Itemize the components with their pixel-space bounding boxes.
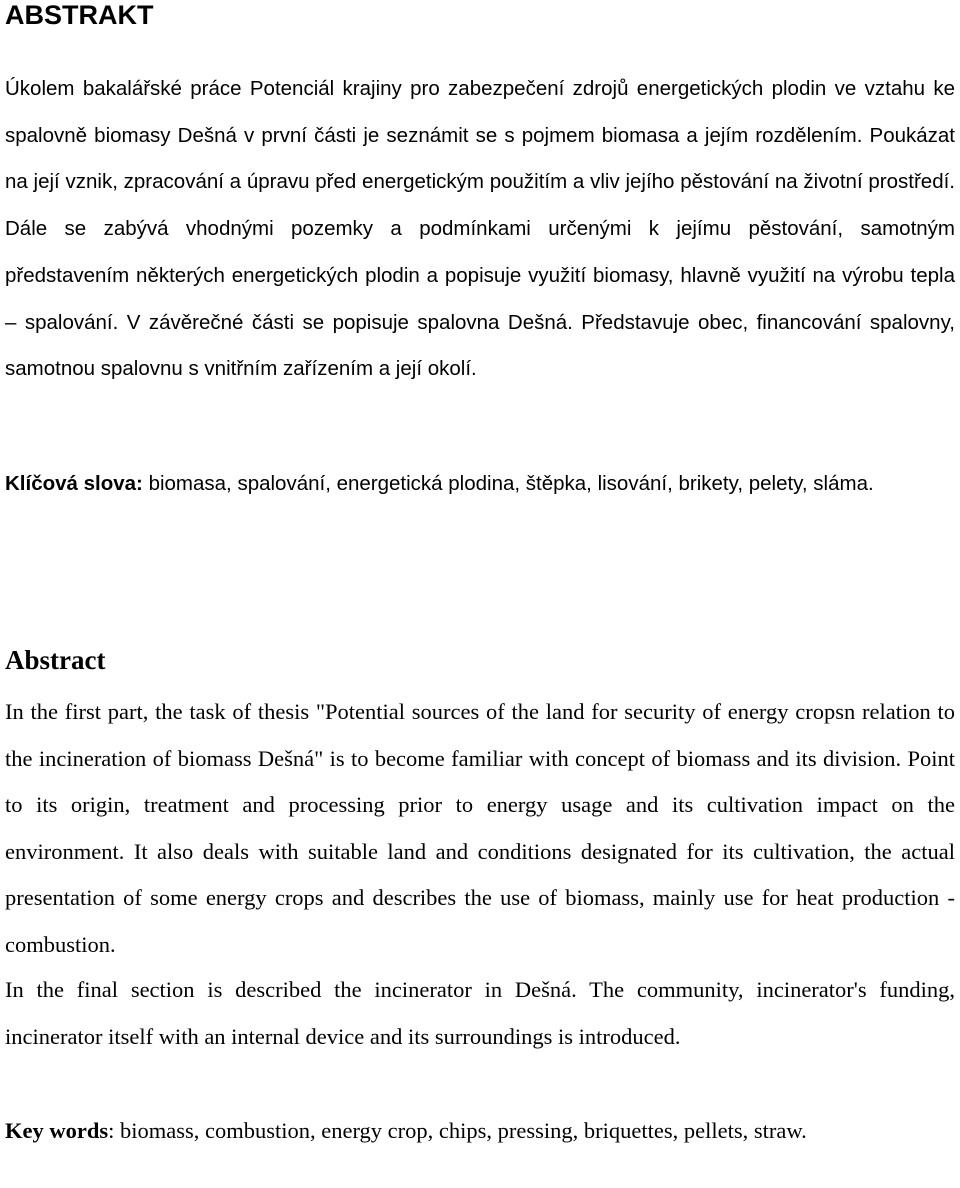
english-keywords-list: : biomass, combustion, energy crop, chips, pressing, briquettes, pellets, straw. <box>108 1118 807 1143</box>
english-keywords-block <box>5 1108 955 1155</box>
english-abstract-block-2 <box>5 967 955 1060</box>
czech-abstract-block <box>5 66 955 393</box>
english-abstract-paragraph-2: In the final section is described the incinerator in Dešná. The community, incinerator's funding, incinerator itself with an internal device and its surroundings is introduced. <box>5 977 955 1049</box>
czech-keywords <box>5 461 955 508</box>
english-heading: Abstract <box>5 645 106 675</box>
english-keywords <box>5 1108 955 1155</box>
english-abstract-block <box>5 689 955 968</box>
czech-abstract-paragraph: Úkolem bakalářské práce Potenciál krajiny pro zabezpečení zdrojů energetických plodin ve vztahu ke spalovně biomasy Dešná v první části je seznámit se s pojmem biomasa a jejím rozdělením. Poukázat na její vznik, zpracování a úpravu před energetickým použitím a vliv jejího pěstování na životní prostředí. Dále se zabývá vhodnými pozemky a podmínkami určenými k jejímu pěstování, samotným představením některých energetických plodin a popisuje využití biomasy, hlavně využití na výrobu tepla – spalování. V závěrečné části se popisuje spalovna Dešná. Představuje obec, financování spalovny, samotnou spalovnu s vnitřním zařízením a její okolí. <box>5 77 955 381</box>
english-abstract-paragraph-1: In the first part, the task of thesis "Potential sources of the land for security of energy cropsn relation to the incineration of biomass Dešná" is to become familiar with concept of biomass and its division. Point to its origin, treatment and processing prior to energy usage and its cultivation impact on the environment. It also deals with suitable land and conditions designated for its cultivation, the actual presentation of some energy crops and describes the use of biomass, mainly use for heat production - combustion. <box>5 699 955 957</box>
czech-keywords-list: biomasa, spalování, energetická plodina, štěpka, lisování, brikety, pelety, sláma. <box>142 472 874 495</box>
czech-heading: ABSTRAKT <box>5 0 154 30</box>
czech-keywords-block <box>5 461 955 508</box>
czech-keywords-label: Klíčová slova: <box>5 472 143 495</box>
english-keywords-label: Key words <box>5 1118 109 1143</box>
